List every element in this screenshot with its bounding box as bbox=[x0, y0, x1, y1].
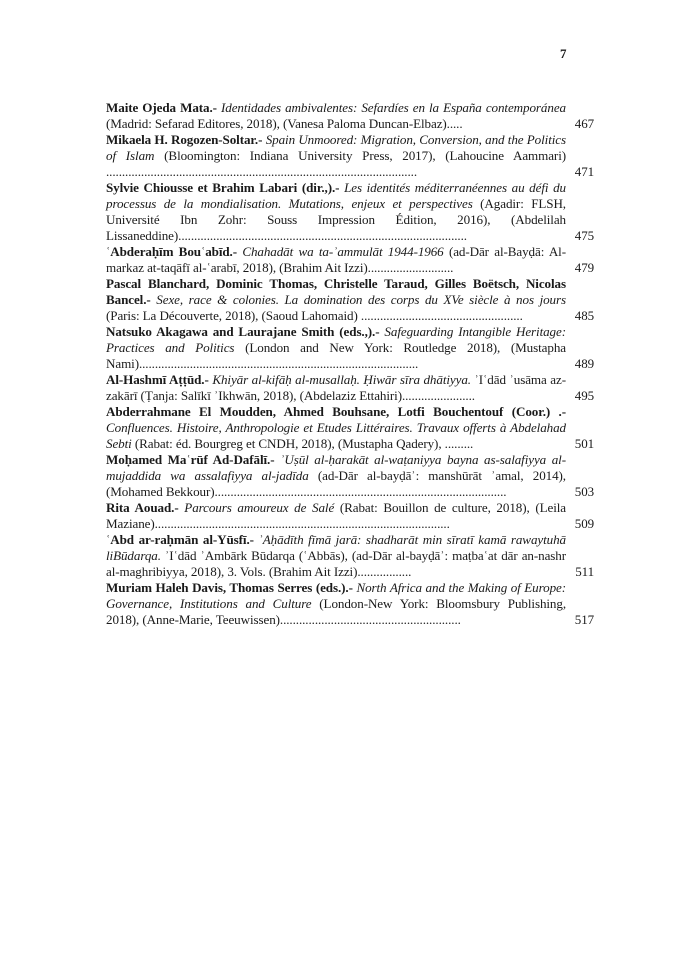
entry-page-number: 471 bbox=[574, 164, 594, 179]
toc-entry bbox=[106, 324, 594, 372]
entry-title: Khiyār al-kifāḥ al-musallaḥ. Ḥiwār sīra dhātiyya. bbox=[212, 372, 471, 387]
entry-details: (Rabat: Bouillon de culture, 2018), (Leila Maziane)............................................................................................. bbox=[106, 500, 566, 531]
entry-page-number: 489 bbox=[574, 356, 594, 371]
toc-entry bbox=[106, 372, 594, 404]
entry-page-number: 475 bbox=[574, 228, 594, 243]
entry-text bbox=[106, 244, 566, 276]
entry-author: Abderrahmane El Moudden, Ahmed Bouhsane, Lotfi Bouchentouf (Coor.) .- bbox=[106, 404, 566, 419]
toc-entry bbox=[106, 276, 594, 324]
entry-text bbox=[106, 404, 566, 452]
entry-author: Pascal Blanchard, Dominic Thomas, Christelle Taraud, Gilles Boëtsch, Nicolas Bancel.- bbox=[106, 276, 566, 307]
entry-text bbox=[106, 132, 566, 180]
entry-text bbox=[106, 532, 566, 580]
entry-details: (London and New York: Routledge 2018), (Mustapha Nami)........................................................................................ bbox=[106, 340, 566, 371]
table-of-contents bbox=[106, 100, 594, 628]
entry-author: Muriam Haleh Davis, Thomas Serres (eds.).- bbox=[106, 580, 353, 595]
entry-details: (London-New York: Bloomsbury Publishing, 2018), (Anne-Marie, Teeuwissen)......................................................... bbox=[106, 596, 566, 627]
entry-title: Sexe, race & colonies. La domination des corps du XVe siècle à nos jours bbox=[156, 292, 566, 307]
entry-author: Sylvie Chiousse et Brahim Labari (dir.,).- bbox=[106, 180, 340, 195]
toc-entry bbox=[106, 532, 594, 580]
entry-text bbox=[106, 100, 566, 132]
toc-entry bbox=[106, 100, 594, 132]
entry-text bbox=[106, 500, 566, 532]
entry-page-number: 467 bbox=[574, 116, 594, 131]
entry-details: (Madrid: Sefarad Editores, 2018), (Vanesa Paloma Duncan-Elbaz)..... bbox=[106, 116, 463, 131]
entry-title: ʾUṣūl al-ḥarakāt al-waṭaniyya bayna as-salafiyya al-mujaddida wa assalafiyya al-jadīda bbox=[106, 452, 566, 483]
entry-text bbox=[106, 372, 566, 404]
entry-text bbox=[106, 452, 566, 500]
entry-details: (Bloomington: Indiana University Press, 2017), (Lahoucine Aammari) .................................................................................................. bbox=[106, 148, 566, 179]
entry-title: Les identités méditerranéennes au défi du processus de la mondialisation. Mutations, enjeux et perspectives bbox=[106, 180, 566, 211]
entry-title: Confluences. Histoire, Anthropologie et Etudes Littéraires. Travaux offerts à Abdelahad Sebti bbox=[106, 420, 566, 451]
entry-author: ʿAbd ar-raḥmān al-Yūsfī.- bbox=[106, 532, 254, 547]
entry-author: Maite Ojeda Mata.- bbox=[106, 100, 217, 115]
toc-entry bbox=[106, 580, 594, 628]
entry-title: ʾAḥādīth fīmā jarā: shadharāt min sīratī kamā rawaytuhā liBūdarqa. bbox=[106, 532, 566, 563]
entry-page-number: 485 bbox=[574, 308, 594, 323]
entry-title: North Africa and the Making of Europe: Governance, Institutions and Culture bbox=[106, 580, 566, 611]
entry-title: Chahadāt wa ta-ʾammulāt 1944-1966 bbox=[242, 244, 444, 259]
entry-details: (ad-Dār al-bayḍāʾ: manshūrāt ʾamal, 2014), (Mohamed Bekkour)............................................................................................ bbox=[106, 468, 566, 499]
entry-text bbox=[106, 276, 566, 324]
entry-text bbox=[106, 580, 566, 628]
entry-details: (Agadir: FLSH, Université Ibn Zohr: Souss Impression Édition, 2016), (Abdelilah Lissaneddine)........................................................................................... bbox=[106, 196, 566, 243]
entry-page-number: 501 bbox=[574, 436, 594, 451]
toc-entry bbox=[106, 404, 594, 452]
entry-author: ʿAbderaḥīm Bouʿabīd.- bbox=[106, 244, 237, 259]
entry-title: Spain Unmoored: Migration, Conversion, and the Politics of Islam bbox=[106, 132, 566, 163]
entry-text bbox=[106, 180, 566, 244]
entry-author: Mikaela H. Rogozen-Soltar.- bbox=[106, 132, 263, 147]
entry-details: (Rabat: éd. Bourgreg et CNDH, 2018), (Mustapha Qadery), ......... bbox=[134, 436, 474, 451]
entry-title: Identidades ambivalentes: Sefardíes en la España contemporánea bbox=[221, 100, 566, 115]
entry-page-number: 517 bbox=[574, 612, 594, 627]
entry-page-number: 503 bbox=[574, 484, 594, 499]
toc-entry bbox=[106, 244, 594, 276]
entry-page-number: 509 bbox=[574, 516, 594, 531]
entry-text bbox=[106, 324, 566, 372]
entry-page-number: 495 bbox=[574, 388, 594, 403]
entry-details: ʾIʿdād ʾusāma az-zakārī (Ṭanja: Salīkī ʾIkhwān, 2018), (Abdelaziz Ettahiri)....................... bbox=[106, 372, 566, 403]
entry-details: ʾIʿdād ʾAmbārk Būdarqa (ʿAbbās), (ad-Dār al-bayḍāʾ: maṭbaʿat dār an-nashr al-maghribiyya, 2018), 3. Vols. (Brahim Ait Izzi)................. bbox=[106, 548, 566, 579]
toc-entry bbox=[106, 500, 594, 532]
entry-author: Rita Aouad.- bbox=[106, 500, 179, 515]
entry-author: Natsuko Akagawa and Laurajane Smith (eds.,).- bbox=[106, 324, 380, 339]
toc-entry bbox=[106, 180, 594, 244]
entry-details: (ad-Dār al-Bayḍā: Al-markaz at-taqāfī al-ʿarabī, 2018), (Brahim Ait Izzi)........................... bbox=[106, 244, 566, 275]
toc-entry bbox=[106, 452, 594, 500]
toc-entry bbox=[106, 132, 594, 180]
entry-details: (Paris: La Découverte, 2018), (Saoud Lahomaid) ................................................... bbox=[106, 308, 523, 323]
page-number: 7 bbox=[560, 46, 567, 61]
entry-page-number: 511 bbox=[575, 564, 594, 579]
entry-title: Parcours amoureux de Salé bbox=[184, 500, 335, 515]
entry-title: Safeguarding Intangible Heritage: Practices and Politics bbox=[106, 324, 566, 355]
entry-page-number: 479 bbox=[574, 260, 594, 275]
entry-author: Al-Hashmī Aṭṭūd.- bbox=[106, 372, 209, 387]
entry-author: Moḥamed Maʿrūf Ad-Dafālī.- bbox=[106, 452, 275, 467]
